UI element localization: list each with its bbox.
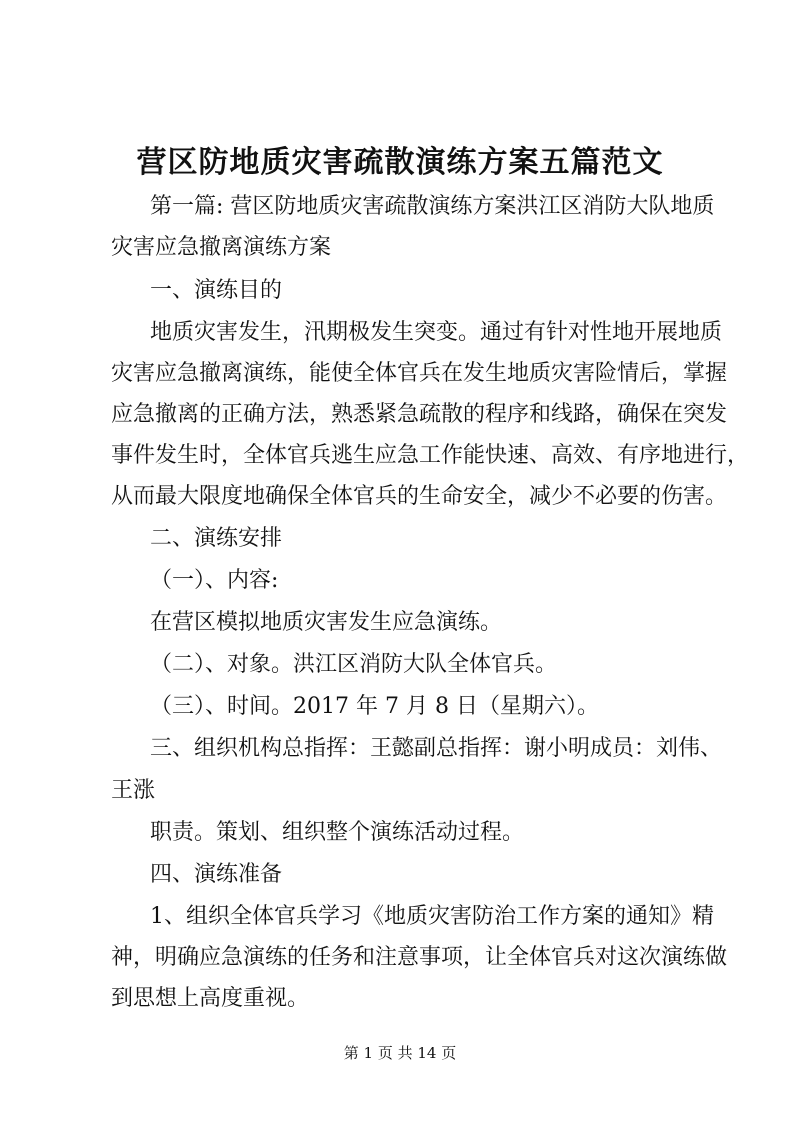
- section-heading: 三、组织机构总指挥：王懿副总指挥：谢小明成员：刘伟、: [150, 736, 723, 761]
- subsection-heading: （一）、内容:: [150, 568, 279, 593]
- text-line: （二）、对象。洪江区消防大队全体官兵。: [150, 652, 558, 677]
- text-line: 职责。策划、组织整个演练活动过程。: [150, 820, 525, 845]
- text-line: 1、组织全体官兵学习《地质灾害防治工作方案的通知》精: [150, 904, 714, 929]
- document-title: 营区防地质灾害疏散演练方案五篇范文: [136, 145, 664, 180]
- section-heading: 一、演练目的: [150, 278, 283, 303]
- text-line: 到思想上高度重视。: [111, 986, 310, 1011]
- text-line: 王涨: [111, 778, 156, 803]
- text-line: 地质灾害发生，汛期极发生突变。通过有针对性地开展地质: [150, 320, 723, 345]
- text-line: 灾害应急撤离演练，能使全体官兵在发生地质灾害险情后，掌握: [111, 361, 728, 386]
- text-line: 应急撤离的正确方法，熟悉紧急疏散的程序和线路，确保在突发: [111, 402, 728, 427]
- section-heading: 四、演练准备: [150, 862, 283, 887]
- text-line: 事件发生时，全体官兵逃生应急工作能快速、高效、有序地进行，: [111, 443, 750, 468]
- text-line: 灾害应急撤离演练方案: [111, 235, 332, 260]
- text-line: （三）、时间。2017 年 7 月 8 日（星期六）。: [150, 694, 599, 719]
- text-line: 在营区模拟地质灾害发生应急演练。: [150, 610, 503, 635]
- text-line: 第一篇: 营区防地质灾害疏散演练方案洪江区消防大队地质: [150, 194, 715, 219]
- text-line: 从而最大限度地确保全体官兵的生命安全，减少不必要的伤害。: [111, 484, 728, 509]
- text-line: 神，明确应急演练的任务和注意事项，让全体官兵对这次演练做: [111, 945, 728, 970]
- section-heading: 二、演练安排: [150, 526, 283, 551]
- page-footer: 第 1 页 共 14 页: [343, 1044, 457, 1062]
